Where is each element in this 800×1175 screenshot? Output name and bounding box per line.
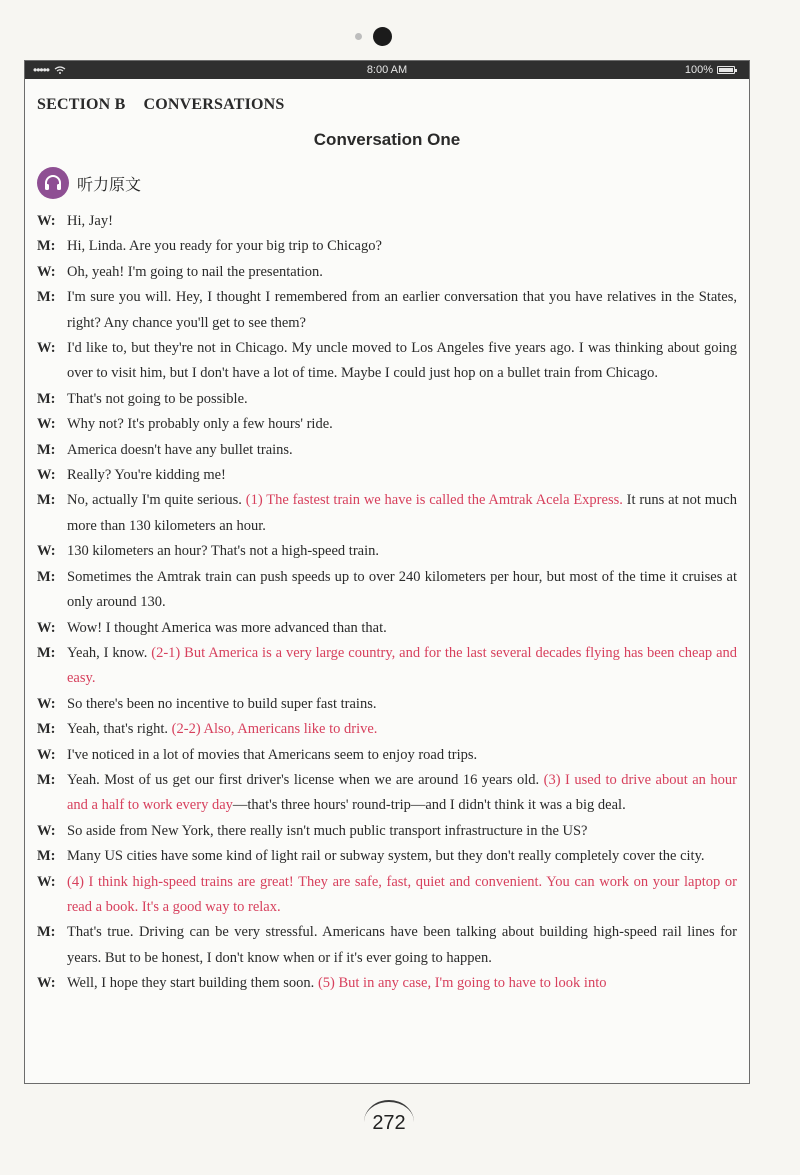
line-segment: No, actually I'm quite serious. — [67, 492, 246, 509]
answer-highlight: (1) The fastest train we have is called the Amtrak Acela Express. — [245, 492, 623, 509]
line-text — [67, 539, 737, 564]
dialogue-line — [37, 539, 737, 564]
headphones-icon — [37, 167, 69, 199]
speaker-label: W: — [37, 416, 56, 433]
battery-percent: 100% — [684, 64, 713, 76]
dialogue-line — [37, 819, 737, 844]
line-segment: I'm sure you will. Hey, I thought I remembered from an earlier conversation that you have relatives in the States, right? Any chance you'll get to see them? — [67, 289, 737, 331]
line-segment: I've noticed in a lot of movies that Americans seem to enjoy road trips. — [67, 746, 478, 763]
speaker-label: M: — [37, 771, 56, 788]
speaker-label: W: — [37, 822, 56, 839]
dialogue-line — [37, 260, 737, 285]
camera-lens — [373, 27, 392, 46]
line-segment: That's true. Driving can be very stressful. Americans have been talking about building high-speed rail lines for years. But to be honest, I don't know when or if it's ever going to happen. — [67, 924, 737, 966]
speaker-label: W: — [37, 340, 56, 357]
line-segment: Hi, Jay! — [67, 213, 113, 229]
line-text — [67, 819, 737, 844]
conversation-title: Conversation One — [313, 130, 461, 149]
speaker-label: W: — [37, 873, 56, 890]
status-bar — [25, 61, 749, 79]
camera-sensor — [355, 33, 362, 40]
speaker-label: W: — [37, 746, 56, 763]
line-text — [67, 616, 737, 641]
speaker-label: M: — [37, 924, 56, 941]
line-text — [67, 488, 737, 539]
answer-highlight: (2-2) Also, Americans like to drive. — [171, 721, 378, 738]
audio-transcript-heading — [37, 167, 141, 199]
line-text — [67, 717, 737, 742]
speaker-label: W: — [37, 695, 56, 712]
dialogue-line — [37, 285, 737, 336]
dialogue-line — [37, 844, 737, 869]
dialogue-line — [37, 870, 737, 921]
line-segment: I'd like to, but they're not in Chicago. My uncle moved to Los Angeles five years ago. I was thinking about going over to visit him, but I don't have a lot of time. Maybe I could just hop on a bullet train from Chicago. — [67, 340, 737, 382]
line-text — [67, 844, 737, 869]
line-text — [67, 920, 737, 971]
speaker-label: M: — [37, 568, 56, 585]
line-text — [67, 412, 737, 437]
dialogue-line — [37, 971, 737, 996]
line-segment: Oh, yeah! I'm going to nail the presentation. — [67, 263, 323, 280]
dialogue-line — [37, 488, 737, 539]
line-segment: Yeah, that's right. — [67, 721, 172, 738]
line-segment: That's not going to be possible. — [67, 390, 248, 407]
audio-transcript-label: 听力原文 — [77, 174, 142, 194]
speaker-label: W: — [37, 975, 56, 992]
line-text — [67, 463, 737, 488]
speaker-label: M: — [37, 492, 56, 509]
dialogue-line — [37, 234, 737, 259]
speaker-label: M: — [37, 289, 56, 306]
dialogue-line — [37, 768, 737, 819]
dialogue-line — [37, 387, 737, 412]
status-time: 8:00 AM — [366, 64, 408, 76]
speaker-label: W: — [37, 467, 56, 484]
line-segment: Yeah. Most of us get our first driver's license when we are around 16 years old. — [67, 771, 544, 788]
line-segment: Many US cities have some kind of light rail or subway system, but they don't really completely cover the city. — [67, 848, 705, 865]
dialogue-line — [37, 641, 737, 692]
speaker-label: M: — [37, 721, 56, 738]
line-segment: Why not? It's probably only a few hours' ride. — [67, 416, 333, 433]
dialogue-line — [37, 336, 737, 387]
line-segment: So aside from New York, there really isn't much public transport infrastructure in the US? — [67, 822, 588, 839]
line-segment: Hi, Linda. Are you ready for your big trip to Chicago? — [67, 238, 382, 255]
line-segment: 130 kilometers an hour? That's not a high-speed train. — [67, 543, 380, 560]
answer-highlight: (5) But in any case, I'm going to have to look into — [317, 975, 607, 992]
speaker-label: W: — [37, 263, 56, 280]
section-name: CONVERSATIONS — [143, 96, 285, 113]
dialogue-line — [37, 565, 737, 616]
line-segment: Well, I hope they start building them soon. — [67, 975, 318, 992]
page-number: 272 — [364, 1100, 414, 1144]
speaker-label: M: — [37, 238, 56, 255]
status-right — [685, 61, 735, 79]
dialogue-line — [37, 743, 737, 768]
line-text — [67, 438, 737, 463]
battery-icon — [717, 66, 735, 74]
speaker-label: W: — [37, 213, 56, 229]
line-text — [67, 209, 737, 234]
line-text — [67, 336, 737, 387]
tablet-screen — [24, 60, 750, 1084]
line-segment: Sometimes the Amtrak train can push speeds up to over 240 kilometers per hour, but most of the time it cruises at only around 130. — [67, 568, 737, 611]
dialogue-line — [37, 920, 737, 971]
dialogue-line — [37, 692, 737, 717]
line-text — [67, 971, 737, 996]
line-segment: Wow! I thought America was more advanced than that. — [67, 619, 387, 636]
dialogue-line — [37, 209, 737, 234]
speaker-label: W: — [37, 619, 56, 636]
line-text — [67, 387, 737, 412]
line-segment: —that's three hours' round-trip—and I didn't think it was a big deal. — [232, 797, 626, 814]
speaker-label: M: — [37, 390, 56, 407]
line-segment: Really? You're kidding me! — [67, 467, 226, 484]
dialogue-line — [37, 717, 737, 742]
line-text — [67, 260, 737, 285]
section-label: SECTION B — [37, 96, 126, 113]
dialogue-line — [37, 412, 737, 437]
answer-highlight: (3) I used to drive about an hour and a half to work every day — [67, 771, 737, 814]
speaker-label: M: — [37, 848, 56, 865]
line-text — [67, 692, 737, 717]
speaker-label: W: — [37, 543, 56, 560]
line-text — [67, 285, 737, 336]
dialogue-transcript — [37, 209, 737, 997]
dialogue-line — [37, 616, 737, 641]
dialogue-line — [37, 438, 737, 463]
line-text — [67, 234, 737, 259]
speaker-label: M: — [37, 441, 56, 458]
answer-highlight: (4) I think high-speed trains are great! They are safe, fast, quiet and convenient. You can work on your laptop or read a book. It's a good way to relax. — [67, 873, 737, 915]
speaker-label: M: — [37, 644, 56, 661]
line-segment: It runs at not much more than 130 kilometers an hour. — [67, 492, 737, 534]
device-camera — [355, 27, 392, 46]
line-text — [67, 743, 737, 768]
line-text — [67, 768, 737, 819]
signal-icon: ••••• — [33, 63, 50, 77]
line-text — [67, 565, 737, 616]
section-heading — [37, 96, 285, 114]
line-text — [67, 870, 737, 921]
line-segment: America doesn't have any bullet trains. — [67, 441, 293, 458]
dialogue-line — [37, 463, 737, 488]
line-segment: Yeah, I know. — [67, 644, 152, 661]
line-text — [67, 641, 737, 692]
answer-highlight: (2-1) But America is a very large country, and for the last several decades flying has been cheap and easy. — [67, 644, 738, 687]
line-segment: So there's been no incentive to build super fast trains. — [67, 695, 377, 712]
